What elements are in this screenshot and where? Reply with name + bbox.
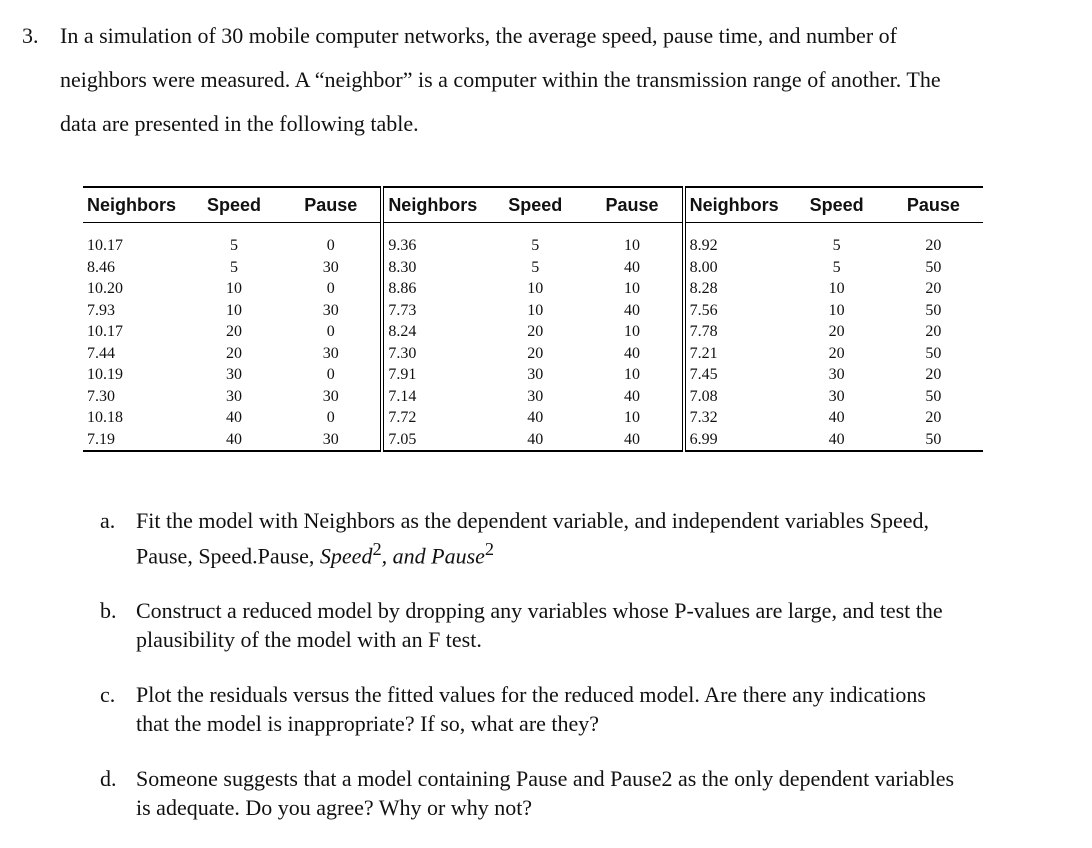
table-cell: 20: [925, 366, 942, 383]
table-cell: 30: [281, 386, 382, 408]
table-cell: 20: [925, 323, 942, 340]
column-header: Speed: [488, 187, 582, 223]
table-row: [83, 343, 983, 365]
table-cell: 50: [925, 258, 942, 276]
column-header: Pause: [884, 187, 983, 223]
table-row: [83, 386, 983, 408]
table-cell: 30: [828, 387, 845, 405]
table-cell: 5: [832, 258, 841, 276]
table-cell: 7.93: [87, 301, 115, 319]
table-cell: 30: [828, 366, 845, 383]
table-cell: 10: [527, 301, 544, 319]
table-cell: 20: [828, 344, 845, 362]
table-row: [83, 278, 983, 300]
table-cell: 20: [925, 280, 942, 297]
table-cell: 40: [187, 429, 281, 452]
data-table: [83, 186, 983, 452]
table-cell: 20: [225, 344, 242, 362]
table-cell: 8.86: [388, 280, 417, 297]
table-cell: 8.46: [87, 258, 115, 276]
part-b: b. Construct a reduced model by dropping any variables whose P-values are large, and test the plausibility of the model with an F test.: [100, 598, 943, 653]
table-cell: 10: [582, 223, 683, 257]
table-cell: 40: [582, 300, 683, 322]
table-cell: 7.19: [83, 429, 187, 452]
table-header-row: [83, 187, 983, 223]
table-cell: 50: [925, 387, 942, 405]
part-a-label: a.: [100, 508, 116, 533]
table-cell: 7.32: [689, 409, 718, 426]
table-cell: 30: [527, 387, 544, 405]
table-cell: 7.73: [388, 301, 417, 319]
table-cell: 40: [582, 257, 683, 279]
table-row: [83, 364, 983, 386]
column-header: Pause: [281, 187, 382, 223]
table-cell: 7.91: [388, 366, 417, 383]
table-cell: 10: [225, 280, 242, 297]
table-cell: 10.18: [87, 409, 123, 426]
table-cell: 5: [229, 258, 238, 276]
table-cell: 8.30: [388, 258, 417, 276]
table-cell: 7.30: [388, 344, 417, 362]
table-cell: 20: [527, 344, 544, 362]
part-d: d. Someone suggests that a model containing Pause and Pause2 as the only dependent variables is adequate. Do you agree? Why or why not?: [100, 766, 955, 821]
table-row: [83, 407, 983, 429]
table-cell: 20: [527, 323, 544, 340]
part-b-label: b.: [100, 598, 117, 624]
table-cell: 10.20: [87, 280, 123, 297]
table-cell: 10: [582, 278, 683, 300]
table-cell: 10.17: [87, 323, 123, 340]
table-cell: 10: [582, 321, 683, 343]
table-cell: 7.14: [388, 387, 417, 405]
table-cell: 5: [531, 258, 540, 276]
table-cell: 8.00: [689, 258, 718, 276]
column-header: Neighbors: [83, 187, 187, 223]
table-cell: 0: [281, 223, 382, 257]
table-cell: 7.05: [382, 429, 488, 452]
table-cell: 10: [582, 364, 683, 386]
table-row: [83, 429, 983, 452]
table-row: [83, 321, 983, 343]
table-row: [83, 300, 983, 322]
column-header: Speed: [789, 187, 883, 223]
table-cell: 50: [925, 344, 942, 362]
table-cell: 40: [527, 409, 544, 426]
table-cell: 10: [225, 301, 242, 319]
table-cell: 10: [582, 407, 683, 429]
table-cell: 30: [281, 300, 382, 322]
table-cell: 40: [582, 386, 683, 408]
table-cell: 50: [884, 429, 983, 452]
table-cell: 30: [281, 343, 382, 365]
table-cell: 7.21: [689, 344, 718, 362]
table-cell: 0: [281, 278, 382, 300]
table-cell: 8.28: [689, 280, 718, 297]
table-cell: 7.45: [689, 366, 718, 383]
table-body: [83, 223, 983, 452]
table-cell: 0: [281, 321, 382, 343]
table-cell: 20: [225, 323, 242, 340]
part-c-label: c.: [100, 682, 116, 708]
table-cell: 10: [828, 280, 845, 297]
part-d-label: d.: [100, 766, 117, 792]
table-cell: 10.19: [87, 366, 123, 383]
table-cell: 40: [225, 409, 242, 426]
table-cell: 7.56: [689, 301, 718, 319]
table-cell: 5: [832, 237, 841, 254]
table-cell: 0: [281, 407, 382, 429]
table-cell: 30: [281, 257, 382, 279]
table-cell: 20: [925, 409, 942, 426]
sub-questions: [100, 506, 1080, 848]
column-header: Pause: [582, 187, 683, 223]
table-cell: 10.17: [87, 237, 123, 254]
table-cell: 20: [828, 323, 845, 340]
table-cell: 8.92: [689, 237, 718, 254]
table-cell: 40: [789, 429, 883, 452]
table-cell: 10: [527, 280, 544, 297]
table-cell: 7.30: [87, 387, 115, 405]
table-cell: 50: [925, 301, 942, 319]
column-header: Neighbors: [684, 187, 790, 223]
table-cell: 7.78: [689, 323, 718, 340]
table-cell: 40: [488, 429, 582, 452]
table-row: [83, 257, 983, 279]
table-cell: 8.24: [388, 323, 417, 340]
column-header: Neighbors: [382, 187, 488, 223]
question-line-1: 3. In a simulation of 30 mobile computer networks, the average speed, pause time, and number of: [22, 14, 1072, 58]
table-cell: 7.44: [87, 344, 115, 362]
table-cell: 6.99: [684, 429, 790, 452]
table-cell: 30: [225, 387, 242, 405]
table-cell: 5: [229, 237, 238, 254]
table-cell: 9.36: [388, 237, 417, 254]
table-cell: 10: [828, 301, 845, 319]
table-cell: 0: [281, 364, 382, 386]
table-cell: 7.08: [689, 387, 718, 405]
table-cell: 40: [582, 429, 683, 452]
table-cell: 40: [582, 343, 683, 365]
table-row: [83, 223, 983, 257]
table-cell: 30: [281, 429, 382, 452]
question-number: 3.: [22, 23, 39, 48]
table-cell: 30: [225, 366, 242, 383]
table-cell: 7.72: [388, 409, 417, 426]
table-cell: 5: [531, 237, 540, 254]
table-cell: 20: [925, 237, 942, 254]
question-line-2: neighbors were measured. A “neighbor” is a computer within the transmission range of another. The: [60, 67, 941, 92]
part-c: c. Plot the residuals versus the fitted values for the reduced model. Are there any indications that the model is inappropriate? If so, what are they?: [100, 682, 926, 737]
question-line-3: data are presented in the following table.: [60, 111, 419, 136]
part-a: a. Fit the model with Neighbors as the dependent variable, and independent variables Speed, Pause, Speed.Pause, Speed$^2$, and Pause$^2$: [100, 508, 929, 569]
column-header: Speed: [187, 187, 281, 223]
table-cell: 30: [527, 366, 544, 383]
question-block: [22, 14, 1072, 146]
table-cell: 40: [828, 409, 845, 426]
